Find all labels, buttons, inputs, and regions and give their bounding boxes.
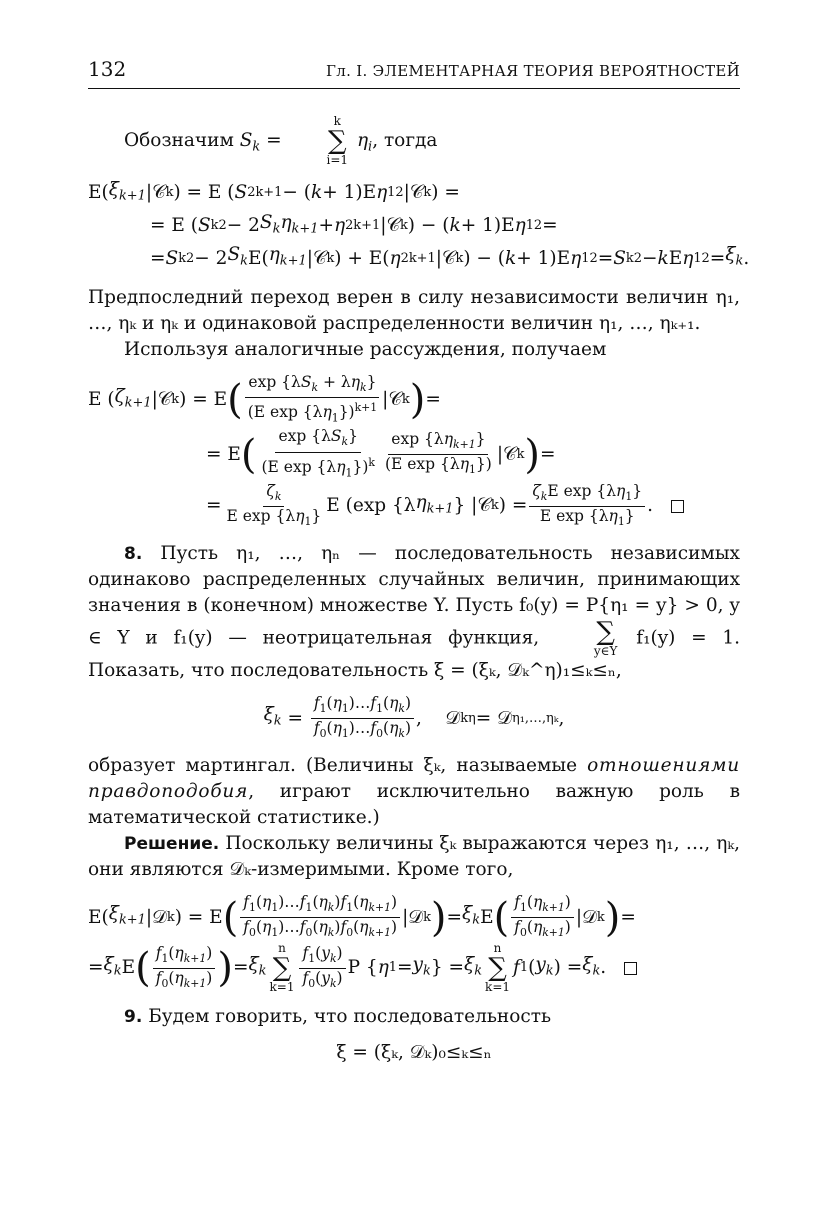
paragraph-transition: Предпоследний переход верен в силу независимости величин η₁, …, ηₖ и ηₖ и одинаковой распределенности величин η₁, …, ηₖ₊₁. <box>88 287 740 335</box>
paragraph-notation: Обозначим $S_k$ = k ∑ i=1 $\eta_i$, тогда <box>124 114 438 167</box>
martingale-statement: образует мартингал. (Величины ξₖ, называемые отношениями правдоподобия, играют исключительно важную роль в математической статистике.) <box>88 755 740 829</box>
paragraph-analogous: Используя аналогичные рассуждения, получаем <box>124 339 607 361</box>
equation-block-2: E ( $\zeta_{k+1}$ |𝒞 k ) = E ( $\frac{\exp \{\lambda S_k + \lambda\eta_k\}}{(E \exp \{\lambda\eta_1\})^{k+1}}$ |𝒞 k ) = = E ( $\frac{\exp \{\lambda S_k\}}{(E \exp \{\lambda\eta_1\})^k}$ $\frac{\exp \{\lambda\eta_{k+1}\}}{(E \exp \{\lambda\eta_1\})}$ |𝒞 k ) = = $\frac{\zeta_k}{E \exp \{\lambda\eta_1\}}$ E (exp {λ $\eta_{k+1}$ } |𝒞 k ) = $\frac{\zeta_kE \exp \{\lambda\eta_1\}}{E \exp \{\lambda\eta_1\}}$ . <box>88 373 740 531</box>
problem-9-formula: ξ = (ξₖ, 𝒟ₖ)₀≤ₖ≤ₙ <box>336 1042 492 1064</box>
problem-8: 8. Пусть η₁, …, ηₙ — последовательность независимых одинаково распределенных случайных величин, принимающих значения в (конечном) множестве Y. Пусть f₀(y) = P{η₁ = y} > 0, y ∈ Y и f₁(y) — неотрицательная функция, ∑ y∈Y f₁(y) = 1. Показать, что последовательность ξ = (ξₖ, 𝒟ₖ^η)₁≤ₖ≤ₙ, <box>88 542 740 681</box>
page-number: 132 <box>88 57 127 81</box>
problem-9: 9. Будем говорить, что последовательность <box>124 1006 552 1028</box>
page <box>88 56 750 1076</box>
likelihood-ratio-formula: $\xi_k$ = $\frac{f_1(\eta_1)\dots f_1(\eta_k)}{f_0(\eta_1)\dots f_0(\eta_k)}$ , 𝒟 k η = 𝒟 η₁,…,ηₖ , <box>263 693 565 741</box>
running-head: Гл. I. ЭЛЕМЕНТАРНАЯ ТЕОРИЯ ВЕРОЯТНОСТЕЙ <box>326 62 740 80</box>
page-header <box>88 56 740 89</box>
qed-square <box>624 962 637 975</box>
equation-block-3: E( $\xi_{k+1}$ |𝒟 k ) = E ( $\frac{f_1(\eta_1)\dots f_1(\eta_k)f_1(\eta_{k+1})}{f_0(\eta_1)\dots f_0(\eta_k)f_0(\eta_{k+1})}$ |𝒟 k ) = $\xi_k$ E ( $\frac{f_1(\eta_{k+1})}{f_0(\eta_{k+1})}$ |𝒟 k ) = = $\xi_k$ E ( $\frac{f_1(\eta_{k+1})}{f_0(\eta_{k+1})}$ ) = $\xi_k$ n ∑ k=1 $\frac{f_1(y_k)}{f_0(y_k)}$ P { η 1 = $y_k$ } = $\xi_k$ n ∑ k=1 f 1 ( $y_k$ ) = $\xi_k$ . <box>88 893 636 995</box>
equation-block-1: E( $\xi_{k+1}$ |𝒞 k ) = E ( S 2 k+1 − ( k + 1)E η 1 2 |𝒞 k ) = = E ( S k 2 − 2 $S_k\eta_{k+1}$ + η 2 k+1 |𝒞 k ) − ( k + 1)E η 1 2 = = S k 2 − 2 $S_k$ E( $\eta_{k+1}$ |𝒞 k ) + E( η 2 k+1 |𝒞 k ) − ( k + 1)E η 1 2 = S k 2 − k E η 1 2 = $\xi_k$ . <box>88 179 750 270</box>
solution-paragraph: Решение. Поскольку величины ξₖ выражаются через η₁, …, ηₖ, они являются 𝒟ₖ-измеримыми. Кроме того, <box>88 833 740 881</box>
qed-square <box>671 500 684 513</box>
